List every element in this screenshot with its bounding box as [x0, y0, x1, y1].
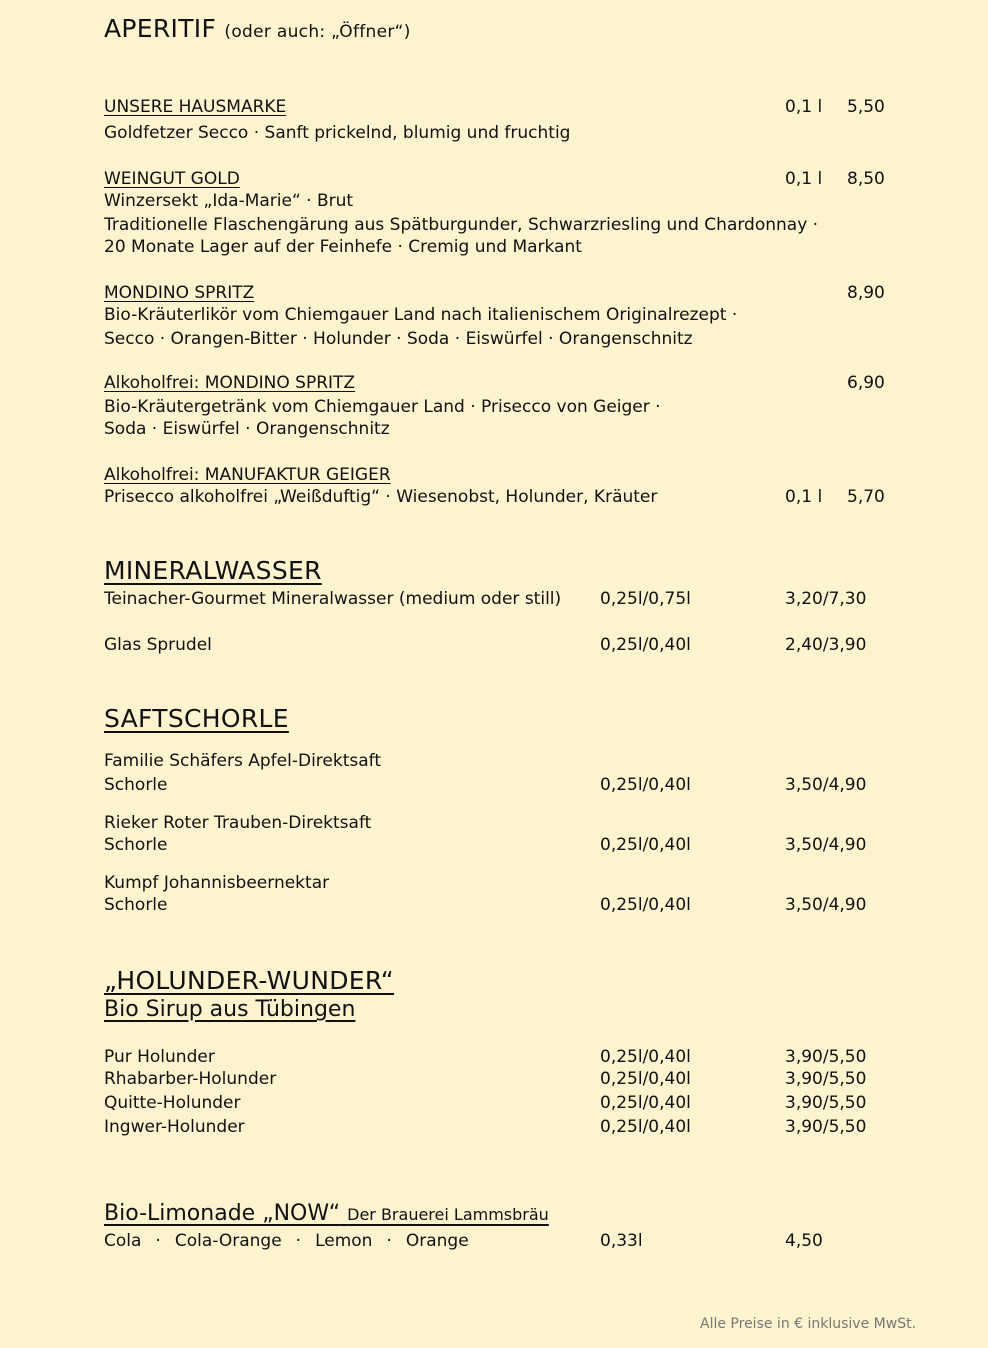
item-name: Teinacher-Gourmet Mineralwasser (medium oder still) [104, 589, 562, 609]
item-name: Ingwer-Holunder [104, 1117, 245, 1137]
item-name: Glas Sprudel [104, 635, 212, 655]
limonade-heading [104, 1200, 549, 1229]
flavor: Orange [405, 1231, 469, 1251]
limonade-subtitle: Der Brauerei Lammsbräu [347, 1205, 549, 1224]
separator: · [295, 1231, 302, 1251]
aperitif-title: APERITIF [104, 14, 217, 43]
item-size: 0,1 l [785, 169, 823, 189]
holunder-subtitle: Bio Sirup aus Tübingen [104, 997, 356, 1022]
item-price: 3,90/5,50 [785, 1093, 867, 1113]
item-name: Alkoholfrei: MONDINO SPRITZ [104, 373, 356, 393]
holunder-title: „HOLUNDER-WUNDER“ [104, 966, 394, 995]
item-price: 5,70 [847, 487, 885, 507]
limonade-flavors [104, 1230, 469, 1252]
item-price: 4,50 [785, 1231, 823, 1251]
item-name: Rieker Roter Trauben-Direktsaft [104, 813, 372, 833]
item-price: 3,50/4,90 [785, 835, 867, 855]
item-description: Goldfetzer Secco · Sanft prickelnd, blumig und fruchtig [104, 123, 571, 143]
item-size: 0,25l/0,40l [600, 775, 691, 795]
item-sub: Schorle [104, 775, 168, 795]
item-price: 6,90 [847, 373, 885, 393]
separator: · [386, 1231, 392, 1251]
flavor: Cola [104, 1231, 142, 1251]
item-description: Traditionelle Flaschengärung aus Spätburgunder, Schwarzriesling und Chardonnay · [104, 215, 819, 235]
item-name: Familie Schäfers Apfel-Direktsaft [104, 751, 381, 771]
flavor: Cola-Orange [174, 1231, 282, 1251]
item-name: Rhabarber-Holunder [104, 1069, 277, 1089]
item-price: 5,50 [847, 97, 885, 117]
item-description: Winzersekt „Ida-Marie“ · Brut [104, 191, 354, 211]
item-size: 0,25l/0,40l [600, 1047, 691, 1067]
item-description: Bio-Kräuterlikör vom Chiemgauer Land nach italienischem Originalrezept · [104, 305, 738, 325]
limonade-title: Bio-Limonade „NOW“ [104, 1201, 341, 1226]
aperitif-subtitle: (oder auch: „Öffner“) [224, 22, 411, 42]
separator: · [155, 1231, 161, 1251]
mineralwasser-title: MINERALWASSER [104, 556, 322, 585]
item-size: 0,25l/0,75l [600, 589, 691, 609]
item-name: UNSERE HAUSMARKE [104, 97, 287, 117]
item-name: WEINGUT GOLD [104, 169, 240, 189]
item-name: Kumpf Johannisbeernektar [104, 873, 330, 893]
item-description: Prisecco alkoholfrei „Weißduftig“ · Wiesenobst, Holunder, Kräuter [104, 487, 658, 507]
item-price: 2,40/3,90 [785, 635, 867, 655]
aperitif-heading [104, 14, 411, 47]
item-price: 3,90/5,50 [785, 1047, 867, 1067]
item-sub: Schorle [104, 895, 168, 915]
item-price: 3,20/7,30 [785, 589, 867, 609]
item-size: 0,25l/0,40l [600, 835, 691, 855]
item-description: Bio-Kräutergetränk vom Chiemgauer Land · Prisecco von Geiger · [104, 397, 661, 417]
item-name: MONDINO SPRITZ [104, 283, 255, 303]
item-price: 3,90/5,50 [785, 1069, 867, 1089]
item-name: Alkoholfrei: MANUFAKTUR GEIGER [104, 465, 391, 485]
item-description: 20 Monate Lager auf der Feinhefe · Cremig und Markant [104, 237, 582, 257]
item-size: 0,33l [600, 1231, 643, 1251]
item-description: Soda · Eiswürfel · Orangenschnitz [104, 419, 390, 439]
item-sub: Schorle [104, 835, 168, 855]
item-description: Secco · Orangen-Bitter · Holunder · Soda · Eiswürfel · Orangenschnitz [104, 329, 693, 349]
item-size: 0,25l/0,40l [600, 1093, 691, 1113]
item-price: 8,90 [847, 283, 885, 303]
saftschorle-title: SAFTSCHORLE [104, 704, 289, 733]
item-price: 8,50 [847, 169, 885, 189]
item-size: 0,1 l [785, 97, 823, 117]
item-price: 3,50/4,90 [785, 895, 867, 915]
item-price: 3,90/5,50 [785, 1117, 867, 1137]
item-size: 0,25l/0,40l [600, 1117, 691, 1137]
flavor: Lemon [315, 1231, 373, 1251]
price-note: Alle Preise in € inklusive MwSt. [700, 1316, 917, 1332]
item-name: Quitte-Holunder [104, 1093, 241, 1113]
item-size: 0,25l/0,40l [600, 895, 691, 915]
item-price: 3,50/4,90 [785, 775, 867, 795]
item-size: 0,1 l [785, 487, 823, 507]
item-name: Pur Holunder [104, 1047, 215, 1067]
item-size: 0,25l/0,40l [600, 1069, 691, 1089]
item-size: 0,25l/0,40l [600, 635, 691, 655]
